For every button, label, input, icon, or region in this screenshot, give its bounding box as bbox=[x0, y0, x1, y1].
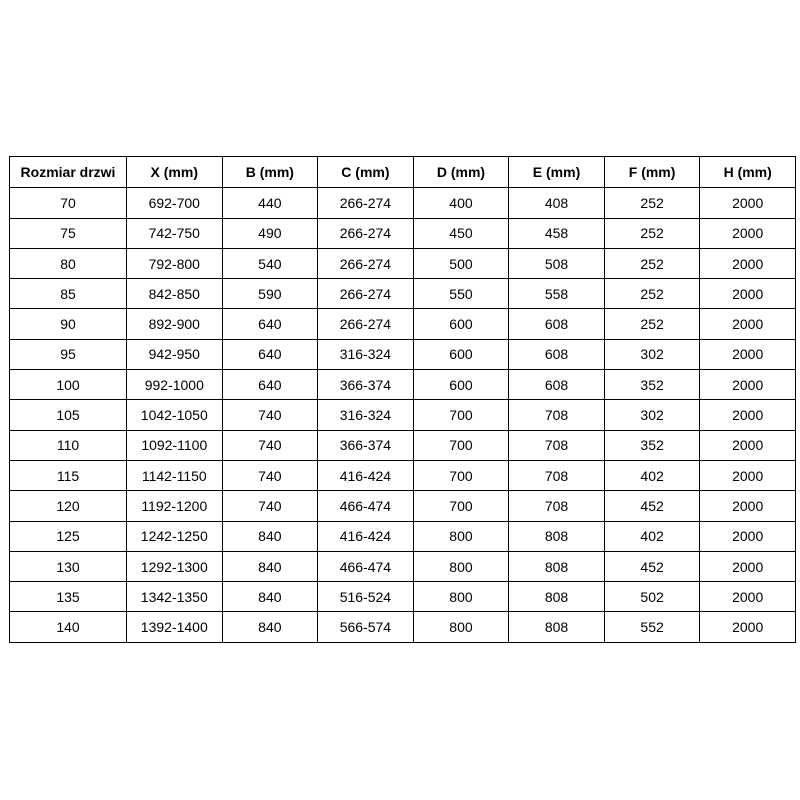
dimension-cell: 316-324 bbox=[318, 400, 414, 430]
dimension-cell: 266-274 bbox=[318, 279, 414, 309]
dimension-cell: 700 bbox=[413, 430, 509, 460]
table-row bbox=[10, 491, 796, 521]
table-row bbox=[10, 460, 796, 490]
door-size-cell: 95 bbox=[10, 339, 127, 369]
dimension-cell: 692-700 bbox=[127, 188, 223, 218]
dimension-cell: 640 bbox=[222, 370, 318, 400]
dimension-cell: 2000 bbox=[700, 491, 796, 521]
door-size-cell: 80 bbox=[10, 248, 127, 278]
dimension-cell: 302 bbox=[604, 339, 700, 369]
dimension-cell: 840 bbox=[222, 612, 318, 642]
table-row bbox=[10, 551, 796, 581]
dimension-cell: 800 bbox=[413, 521, 509, 551]
dimension-cell: 600 bbox=[413, 370, 509, 400]
dimension-cell: 566-574 bbox=[318, 612, 414, 642]
column-header-rozmiar-drzwi: Rozmiar drzwi bbox=[10, 157, 127, 188]
dimension-cell: 808 bbox=[509, 551, 605, 581]
dimension-cell: 640 bbox=[222, 339, 318, 369]
dimension-cell: 352 bbox=[604, 430, 700, 460]
dimension-cell: 2000 bbox=[700, 460, 796, 490]
door-size-table bbox=[9, 156, 796, 643]
dimension-cell: 742-750 bbox=[127, 218, 223, 248]
column-header-h: H (mm) bbox=[700, 157, 796, 188]
door-size-cell: 130 bbox=[10, 551, 127, 581]
dimension-cell: 792-800 bbox=[127, 248, 223, 278]
dimension-cell: 640 bbox=[222, 309, 318, 339]
door-size-cell: 115 bbox=[10, 460, 127, 490]
dimension-cell: 266-274 bbox=[318, 188, 414, 218]
dimension-cell: 500 bbox=[413, 248, 509, 278]
dimension-cell: 266-274 bbox=[318, 309, 414, 339]
dimension-cell: 808 bbox=[509, 582, 605, 612]
dimension-cell: 266-274 bbox=[318, 248, 414, 278]
column-header-b: B (mm) bbox=[222, 157, 318, 188]
dimension-cell: 440 bbox=[222, 188, 318, 218]
dimension-cell: 808 bbox=[509, 521, 605, 551]
dimension-cell: 600 bbox=[413, 339, 509, 369]
dimension-cell: 1142-1150 bbox=[127, 460, 223, 490]
column-header-d: D (mm) bbox=[413, 157, 509, 188]
dimension-cell: 608 bbox=[509, 370, 605, 400]
dimension-cell: 2000 bbox=[700, 370, 796, 400]
table-row bbox=[10, 521, 796, 551]
dimension-cell: 2000 bbox=[700, 309, 796, 339]
dimension-cell: 402 bbox=[604, 521, 700, 551]
table-row bbox=[10, 218, 796, 248]
dimension-cell: 502 bbox=[604, 582, 700, 612]
door-size-cell: 120 bbox=[10, 491, 127, 521]
dimension-cell: 400 bbox=[413, 188, 509, 218]
door-size-cell: 105 bbox=[10, 400, 127, 430]
dimension-cell: 600 bbox=[413, 309, 509, 339]
dimension-cell: 466-474 bbox=[318, 491, 414, 521]
dimension-cell: 1192-1200 bbox=[127, 491, 223, 521]
table-container bbox=[9, 156, 796, 643]
dimension-cell: 740 bbox=[222, 400, 318, 430]
dimension-cell: 800 bbox=[413, 582, 509, 612]
dimension-cell: 1392-1400 bbox=[127, 612, 223, 642]
dimension-cell: 516-524 bbox=[318, 582, 414, 612]
door-size-cell: 140 bbox=[10, 612, 127, 642]
table-header bbox=[10, 157, 796, 188]
table-row bbox=[10, 248, 796, 278]
dimension-cell: 252 bbox=[604, 218, 700, 248]
dimension-cell: 352 bbox=[604, 370, 700, 400]
dimension-cell: 2000 bbox=[700, 612, 796, 642]
dimension-cell: 840 bbox=[222, 582, 318, 612]
door-size-cell: 110 bbox=[10, 430, 127, 460]
dimension-cell: 2000 bbox=[700, 400, 796, 430]
door-size-cell: 135 bbox=[10, 582, 127, 612]
dimension-cell: 416-424 bbox=[318, 460, 414, 490]
dimension-cell: 608 bbox=[509, 339, 605, 369]
dimension-cell: 708 bbox=[509, 400, 605, 430]
column-header-e: E (mm) bbox=[509, 157, 605, 188]
table-row bbox=[10, 430, 796, 460]
dimension-cell: 700 bbox=[413, 460, 509, 490]
dimension-cell: 800 bbox=[413, 612, 509, 642]
dimension-cell: 416-424 bbox=[318, 521, 414, 551]
dimension-cell: 508 bbox=[509, 248, 605, 278]
dimension-cell: 842-850 bbox=[127, 279, 223, 309]
dimension-cell: 316-324 bbox=[318, 339, 414, 369]
table-row bbox=[10, 400, 796, 430]
dimension-cell: 266-274 bbox=[318, 218, 414, 248]
dimension-cell: 1242-1250 bbox=[127, 521, 223, 551]
dimension-cell: 366-374 bbox=[318, 430, 414, 460]
dimension-cell: 450 bbox=[413, 218, 509, 248]
door-size-cell: 70 bbox=[10, 188, 127, 218]
door-size-cell: 85 bbox=[10, 279, 127, 309]
dimension-cell: 252 bbox=[604, 309, 700, 339]
dimension-cell: 892-900 bbox=[127, 309, 223, 339]
dimension-cell: 1042-1050 bbox=[127, 400, 223, 430]
dimension-cell: 366-374 bbox=[318, 370, 414, 400]
door-size-cell: 75 bbox=[10, 218, 127, 248]
dimension-cell: 708 bbox=[509, 430, 605, 460]
dimension-cell: 840 bbox=[222, 521, 318, 551]
table-row bbox=[10, 188, 796, 218]
table-row bbox=[10, 582, 796, 612]
dimension-cell: 490 bbox=[222, 218, 318, 248]
dimension-cell: 402 bbox=[604, 460, 700, 490]
dimension-cell: 2000 bbox=[700, 551, 796, 581]
table-row bbox=[10, 279, 796, 309]
door-size-cell: 90 bbox=[10, 309, 127, 339]
table-row bbox=[10, 370, 796, 400]
dimension-cell: 1092-1100 bbox=[127, 430, 223, 460]
dimension-cell: 458 bbox=[509, 218, 605, 248]
dimension-cell: 1342-1350 bbox=[127, 582, 223, 612]
table-header-row bbox=[10, 157, 796, 188]
door-size-cell: 125 bbox=[10, 521, 127, 551]
column-header-c: C (mm) bbox=[318, 157, 414, 188]
table-row bbox=[10, 309, 796, 339]
dimension-cell: 700 bbox=[413, 400, 509, 430]
column-header-f: F (mm) bbox=[604, 157, 700, 188]
table-row bbox=[10, 339, 796, 369]
dimension-cell: 2000 bbox=[700, 218, 796, 248]
dimension-cell: 800 bbox=[413, 551, 509, 581]
dimension-cell: 2000 bbox=[700, 430, 796, 460]
dimension-cell: 740 bbox=[222, 430, 318, 460]
dimension-cell: 590 bbox=[222, 279, 318, 309]
dimension-cell: 840 bbox=[222, 551, 318, 581]
dimension-cell: 2000 bbox=[700, 248, 796, 278]
dimension-cell: 808 bbox=[509, 612, 605, 642]
dimension-cell: 252 bbox=[604, 279, 700, 309]
dimension-cell: 740 bbox=[222, 460, 318, 490]
dimension-cell: 452 bbox=[604, 491, 700, 521]
dimension-cell: 992-1000 bbox=[127, 370, 223, 400]
dimension-cell: 540 bbox=[222, 248, 318, 278]
dimension-cell: 740 bbox=[222, 491, 318, 521]
dimension-cell: 466-474 bbox=[318, 551, 414, 581]
table-row bbox=[10, 612, 796, 642]
dimension-cell: 2000 bbox=[700, 582, 796, 612]
door-size-cell: 100 bbox=[10, 370, 127, 400]
dimension-cell: 2000 bbox=[700, 339, 796, 369]
dimension-cell: 550 bbox=[413, 279, 509, 309]
dimension-cell: 2000 bbox=[700, 521, 796, 551]
dimension-cell: 558 bbox=[509, 279, 605, 309]
dimension-cell: 708 bbox=[509, 460, 605, 490]
dimension-cell: 708 bbox=[509, 491, 605, 521]
dimension-cell: 452 bbox=[604, 551, 700, 581]
dimension-cell: 2000 bbox=[700, 279, 796, 309]
dimension-cell: 942-950 bbox=[127, 339, 223, 369]
dimension-cell: 252 bbox=[604, 188, 700, 218]
table-body bbox=[10, 188, 796, 642]
dimension-cell: 1292-1300 bbox=[127, 551, 223, 581]
dimension-cell: 408 bbox=[509, 188, 605, 218]
dimension-cell: 552 bbox=[604, 612, 700, 642]
dimension-cell: 302 bbox=[604, 400, 700, 430]
dimension-cell: 608 bbox=[509, 309, 605, 339]
column-header-x: X (mm) bbox=[127, 157, 223, 188]
dimension-cell: 700 bbox=[413, 491, 509, 521]
dimension-cell: 2000 bbox=[700, 188, 796, 218]
dimension-cell: 252 bbox=[604, 248, 700, 278]
